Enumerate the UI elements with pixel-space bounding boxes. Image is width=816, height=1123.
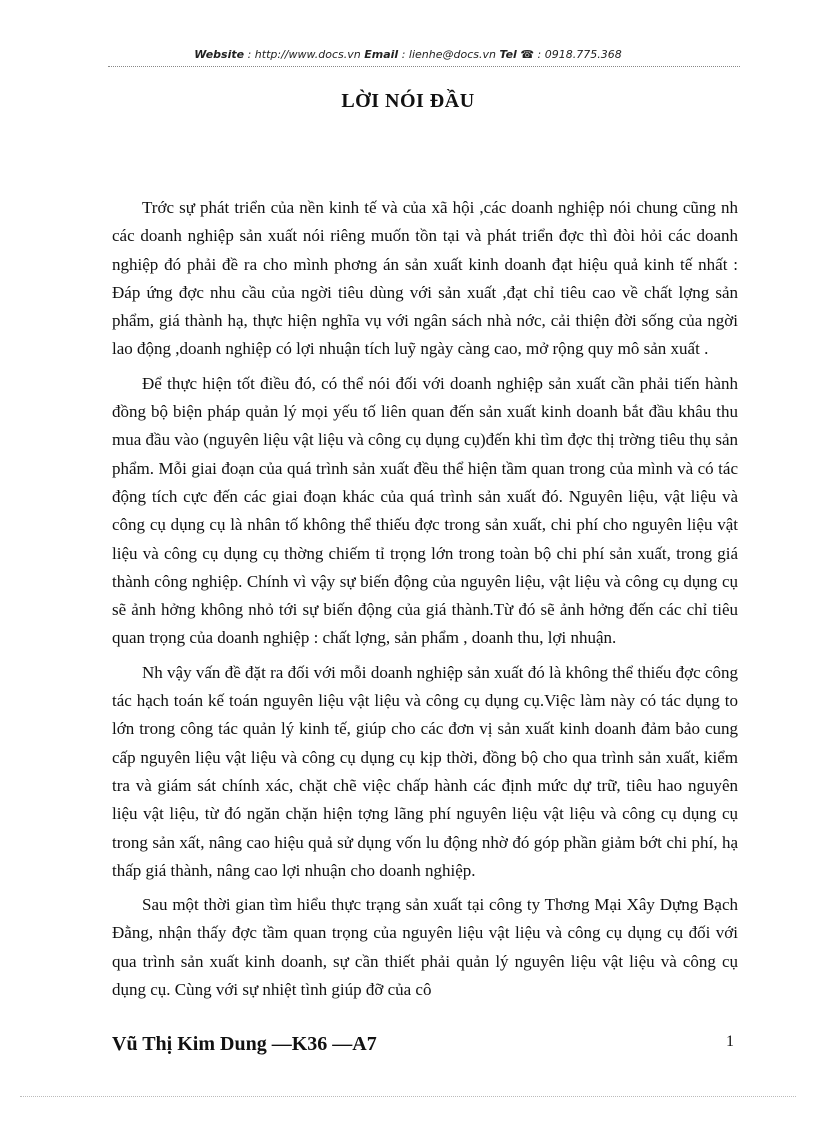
footer-divider	[20, 1096, 796, 1097]
website-value: : http://www.docs.vn	[244, 48, 365, 61]
paragraph: Để thực hiện tốt điều đó, có thể nói đối với doanh nghiệp sản xuất cần phải tiến hành đồng bộ biện pháp quản lý mọi yếu tố liên quan đến sản xuất kinh doanh bắt đầu khâu thu mua đầu vào (nguyên liệu vật liệu và công cụ dụng cụ)đến khi tìm đợc thị trờng tiêu thụ sản phẩm. Mỗi giai đoạn của quá trình sản xuất đều thể hiện tầm quan trong của mình và có tác động tích cực đến các giai đoạn khác của quá trình sản xuất đó. Nguyên liệu, vật liệu và công cụ dụng cụ là nhân tố không thể thiếu đợc trong sản xuất, chi phí cho nguyên liệu vật liệu và công cụ dụng cụ thờng chiếm tỉ trọng lớn trong toàn bộ chi phí sản xuất, trong giá thành công nghiệp. Chính vì vậy sự biến động của nguyên liệu, vật liệu và công cụ dụng cụ sẽ ảnh hởng không nhỏ tới sự biến động của giá thành.Từ đó sẽ ảnh hởng đến các chỉ tiêu quan trọng của doanh nghiệp : chất lợng, sản phẩm , doanh thu, lợi nhuận.	[112, 373, 738, 648]
page-title: LỜI NÓI ĐẦU	[341, 90, 475, 112]
tel-label: Tel	[499, 48, 517, 61]
email-label: Email	[364, 48, 399, 61]
tel-value: : 0918.775.368	[534, 48, 622, 61]
paragraph: Trớc sự phát triển của nền kinh tế và của xã hội ,các doanh nghiệp nói chung cũng nh các doanh nghiệp sản xuất nói riêng muốn tồn tại và phát triển đợc thì đòi hỏi các doanh nghiệp đó phải đề ra cho mình phơng án sản xuất kinh doanh đạt hiệu quả kinh tế nhất : Đáp ứng đợc nhu cầu của ngời tiêu dùng với sản xuất ,đạt chỉ tiêu cao về chất lợng sản phẩm, giá thành hạ, thực hiện nghĩa vụ với ngân sách nhà nớc, cải thiện đời sống của ngời lao động ,doanh nghiệp có lợi nhuận tích luỹ ngày càng cao, mở rộng quy mô sản xuất .	[112, 198, 738, 359]
website-label: Website	[194, 48, 245, 61]
email-value: : lienhe@docs.vn	[398, 48, 500, 61]
body-text	[112, 194, 738, 1010]
paragraph: Nh vậy vấn đề đặt ra đối với mỗi doanh nghiệp sản xuất đó là không thể thiếu đợc công tác hạch toán kế toán nguyên liệu vật liệu và công cụ dụng cụ.Việc làm này có tác dụng to lớn trong công tác quản lý kinh tế, giúp cho các đơn vị sản xuất kinh doanh đảm bảo cung cấp nguyên liệu vật liệu và công cụ dụng cụ kịp thời, đồng bộ cho qua trình sản xuất, kiểm tra và giám sát chính xác, chặt chẽ việc chấp hành các định mức dự trữ, tiêu hao nguyên liệu vật liệu, từ đó ngăn chặn hiện tợng lãng phí nguyên liệu vật liệu và công cụ dụng cụ trong sản xất, nâng cao hiệu quả sử dụng vốn lu động nhờ đó góp phần giảm bớt chi phí, hạ thấp giá thành, nâng cao lợi nhuận cho doanh nghiệp.	[112, 662, 738, 880]
page-header	[0, 48, 816, 61]
page-number: 1	[726, 1033, 734, 1050]
paragraph: Sau một thời gian tìm hiểu thực trạng sản xuất tại công ty Thơng Mại Xây Dựng Bạch Đằng, nhận thấy đợc tầm quan trọng của nguyên liệu vật liệu và công cụ dụng cụ đối với qua trình sản xuất kinh doanh, sự cần thiết phải quản lý nguyên liệu vật liệu và công cụ dụng cụ. Cùng với sự nhiệt tình giúp đỡ của cô	[112, 895, 738, 1000]
header-divider	[108, 66, 740, 67]
phone-icon: ☎	[520, 48, 535, 61]
footer-author: Vũ Thị Kim Dung —K36 —A7	[112, 1033, 377, 1055]
